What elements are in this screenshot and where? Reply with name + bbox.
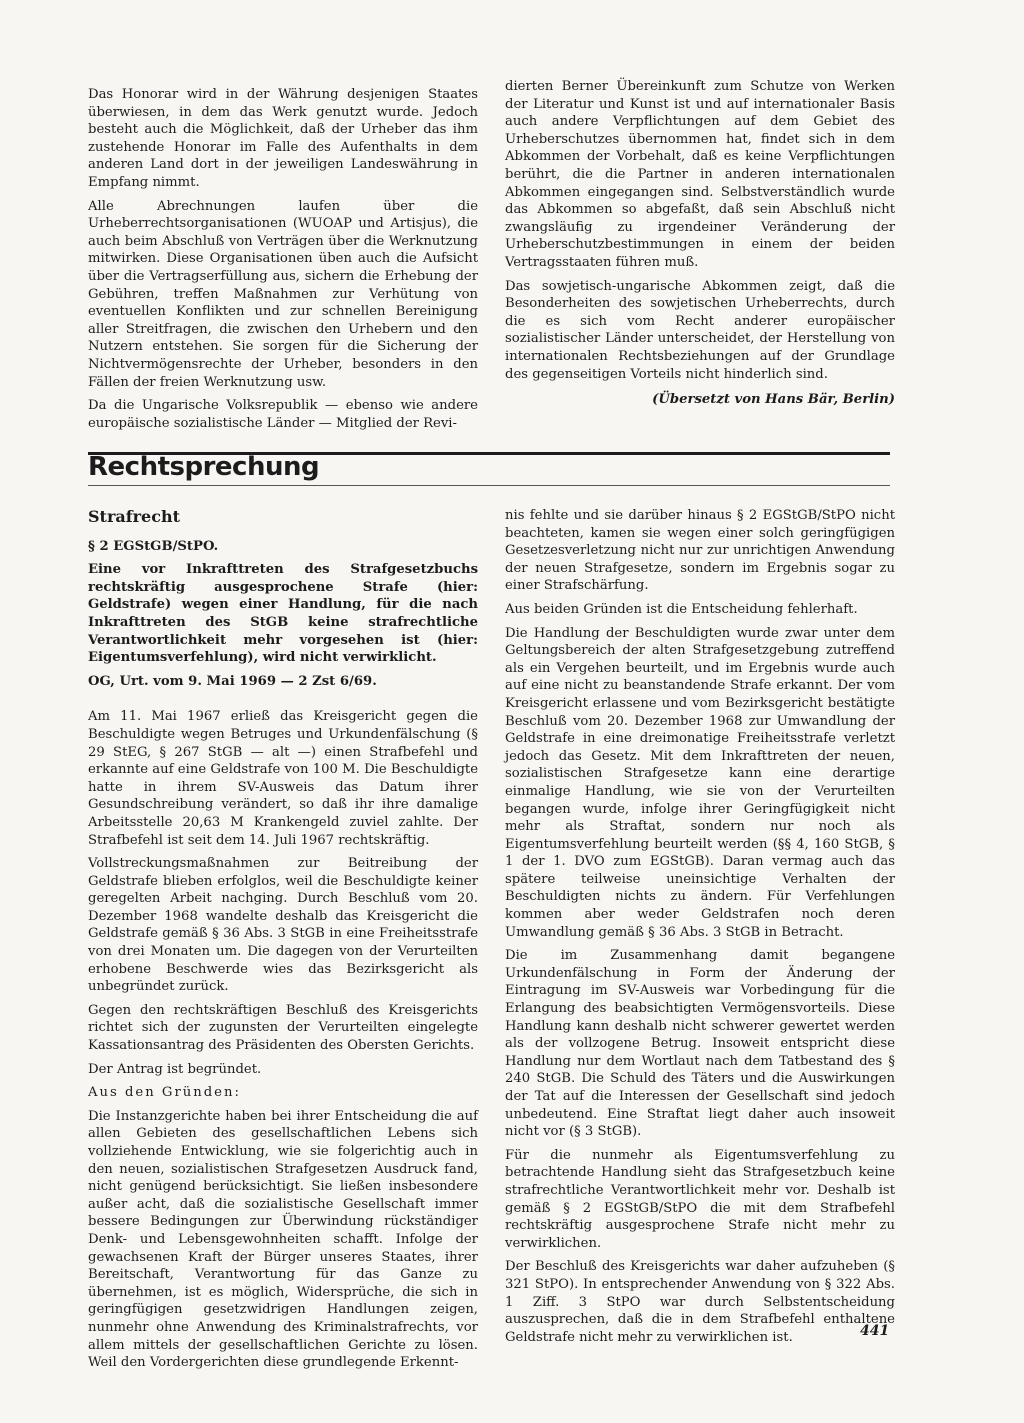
top-left-column [88,86,478,438]
bottom-right-column [505,507,895,1352]
paragraph: Alle Abrechnungen laufen über die Urheberrechtsorganisationen (WUOAP und Artisjus), die auch beim Abschluß von Verträgen über die Werknutzung mitwirken. Diese Organisationen üben auch die Aufsicht über die Vertragserfüllung aus, sichern die Erhebung der Gebühren, treffen Maßnahmen zur Verhütung von eventuellen Konflikten und zur schnellen Bereinigung aller Streitfragen, die zwischen den Urhebern und den Nutzern entstehen. Sie sorgen für die Sicherung der Nichtvermögensrechte der Urheber, besonders in den Fällen der freien Werknutzung usw. [88,198,478,390]
paragraph: Das sowjetisch-ungarische Abkommen zeigt, daß die Besonderheiten des sowjetischen Urheberrechts, durch die es sich vom Recht anderer europäischer sozialistischer Länder unterscheidet, der Herstellung von internationalen Rechtsbeziehungen auf der Grundlage des gegenseitigen Vorteils nicht hinderlich sind. [505,278,895,382]
paragraph: Da die Ungarische Volksrepublik — ebenso wie andere europäische sozialistische Länder — Mitglied der Revi- [88,398,478,431]
paragraph: Am 11. Mai 1967 erließ das Kreisgericht gegen die Beschuldigte wegen Betruges und Urkundenfälschung (§ 29 StEG, § 267 StGB — alt —) einen Strafbefehl und erkannte auf eine Geldstrafe von 100 M. Die Beschuldigte hatte in ihrem SV-Ausweis das Datum ihrer Gesundschreibung verändert, so daß ihr ihre damalige Arbeitsstelle 20,63 M Krankengeld zuviel zahlte. Der Strafbefehl ist seit dem 14. Juli 1967 rechtskräftig. [88,709,478,848]
headnote: Eine vor Inkrafttreten des Strafgesetzbuchs rechtskräftig ausgesprochene Strafe (hier: Geldstrafe) wegen einer Handlung, für die nach Inkrafttreten des StGB keine strafrechtliche Verantwortlichkeit mehr vorgesehen ist (hier: Eigentumsverfehlung), wird nicht verwirklicht. [88,562,478,666]
paragraph: Vollstreckungsmaßnahmen zur Beitreibung der Geldstrafe blieben erfolglos, weil die Beschuldigte keiner geregelten Arbeit nachging. Durch Beschluß vom 20. Dezember 1968 wandelte deshalb das Kreisgericht die Geldstrafe gemäß § 36 Abs. 3 StGB in eine Freiheitsstrafe von drei Monaten um. Die dagegen von der Verurteilten erhobene Beschwerde wies das Bezirksgericht als unbegründet zurück. [88,856,478,995]
paragraph: Die Instanzgerichte haben bei ihrer Entscheidung die auf allen Gebieten des gesellschaftlichen Lebens sich vollziehende Entwicklung, wie sie folgerichtig auch in den neuen, sozialistischen Strafgesetzen Ausdruck fand, nicht genügend berücksichtigt. Sie ließen insbesondere außer acht, daß die sozialistische Gesellschaft immer bessere Bedingungen zur Überwindung rückständiger Denk- und Lebensgewohnheiten schafft. Infolge der gewachsenen Kraft der Bürger unseres Staates, ihrer Bereitschaft, Verantwortung für das Ganze zu übernehmen, ist es möglich, Widersprüche, die sich in geringfügigen gesetzwidrigen Handlungen zeigen, nunmehr ohne Anwendung des Kriminalstrafrechts, vor allem mittels der gesellschaftlichen Gerichte zu lösen. Weil den Vordergerichten diese grundlegende Erkennt- [88,1108,478,1371]
paragraph: Die Handlung der Beschuldigten wurde zwar unter dem Geltungsbereich der alten Strafgesetzgebung zutreffend als ein Vergehen beurteilt, und im Ergebnis wurde auch auf eine nicht zu beanstandende Strafe erkannt. Der vom Kreisgericht erlassene und vom Bezirksgericht bestätigte Beschluß vom 20. Dezember 1968 zur Umwandlung der Geldstrafe in eine dreimonatige Freiheitsstrafe verletzt jedoch das Gesetz. Mit dem Inkrafttreten der neuen, sozialistischen Strafgesetze kann eine derartige einmalige Handlung, wie sie von der Verurteilten begangen wurde, infolge ihrer Geringfügigkeit nicht mehr als Straftat, sondern nur noch als Eigentumsverfehlung beurteilt werden (§§ 4, 160 StGB, § 1 der 1. DVO zum EGStGB). Daran vermag auch das spätere teilweise uneinsichtige Verhalten der Beschuldigten nichts zu ändern. Für Verfehlungen kommen aber weder Geldstrafen noch deren Umwandlung gemäß § 36 Abs. 3 StGB in Betracht. [505,625,895,940]
grounds-label: Aus den Gründen: [88,1085,241,1101]
top-right-column [505,78,895,415]
paragraph: Der Antrag ist begründet. [88,1061,262,1077]
paragraph: Der Beschluß des Kreisgerichts war daher aufzuheben (§ 321 StPO). In entsprechender Anwendung von § 322 Abs. 1 Ziff. 3 StPO war durch Selbstentscheidung auszusprechen, daß die in dem Strafbefehl enthaltene Geldstrafe nicht mehr zu verwirklichen ist. [505,1259,895,1345]
paragraph: Die im Zusammenhang damit begangene Urkundenfälschung in Form der Änderung der Eintragung im SV-Ausweis war Vorbedingung für die Erlangung des beabsichtigten Vermögensvorteils. Diese Handlung kann deshalb nicht schwerer gewertet werden als der vollzogene Betrug. Insoweit entspricht diese Handlung nur dem Wortlaut nach dem Tatbestand des § 240 StGB. Die Schuld des Täters und die Auswirkungen der Tat auf die Interessen der Gesellschaft sind jedoch unbedeutend. Eine Straftat liegt daher auch insoweit nicht vor (§ 3 StGB). [505,948,895,1140]
page-number: 441 [860,1323,890,1339]
paragraph: dierten Berner Übereinkunft zum Schutze von Werken der Literatur und Kunst ist und auf internationaler Basis auch andere Verpflichtungen auf dem Gebiet des Urheberschutzes übernommen hat, findet sich in dem Abkommen der Vorbehalt, daß es keine Verpflichtungen berührt, die die Partner in anderen internationalen Abkommen eingegangen sind. Selbstverständlich wurde das Abkommen so abgefaßt, daß sein Abschluß nicht zwangsläufig zu irgendeiner Veränderung der Urheberschutzbestimmungen in einem der beiden Vertragsstaaten führen muß. [505,79,895,270]
translator-credit: (Übersetzt von Hans Bär, Berlin) [652,392,895,408]
bottom-left-column [88,508,478,1378]
paragraph: Aus beiden Gründen ist die Entscheidung fehlerhaft. [505,601,858,617]
citation: OG, Urt. vom 9. Mai 1969 — 2 Zst 6/69. [88,673,377,689]
law-reference: § 2 EGStGB/StPO. [88,538,219,554]
subheading: Strafrecht [88,507,180,526]
section-rule-bottom [88,485,890,486]
paragraph: nis fehlte und sie darüber hinaus § 2 EGStGB/StPO nicht beachteten, kamen sie wegen einer solch geringfügigen Gesetzesverletzung nicht nur zur unrichtigen Anwendung der neuen Strafgesetze, sondern im Ergebnis sogar zu einer Strafschärfung. [505,508,895,594]
section-title: Rechtsprechung [88,452,320,482]
paragraph: Für die nunmehr als Eigentumsverfehlung zu betrachtende Handlung sieht das Strafgesetzbuch keine strafrechtliche Verantwortlichkeit mehr vor. Deshalb ist gemäß § 2 EGStGB/StPO die mit dem Strafbefehl rechtskräftig ausgesprochene Strafe nicht mehr zu verwirklichen. [505,1147,895,1251]
paragraph: Das Honorar wird in der Währung desjenigen Staates überwiesen, in dem das Werk genutzt wurde. Jedoch besteht auch die Möglichkeit, daß der Urheber das ihm zustehende Honorar im Falle des Aufenthalts in dem anderen Land dort in der jeweiligen Landeswährung in Empfang nimmt. [88,87,478,190]
paragraph: Gegen den rechtskräftigen Beschluß des Kreisgerichts richtet sich der zugunsten der Verurteilten eingelegte Kassationsantrag des Präsidenten des Obersten Gerichts. [88,1002,478,1054]
